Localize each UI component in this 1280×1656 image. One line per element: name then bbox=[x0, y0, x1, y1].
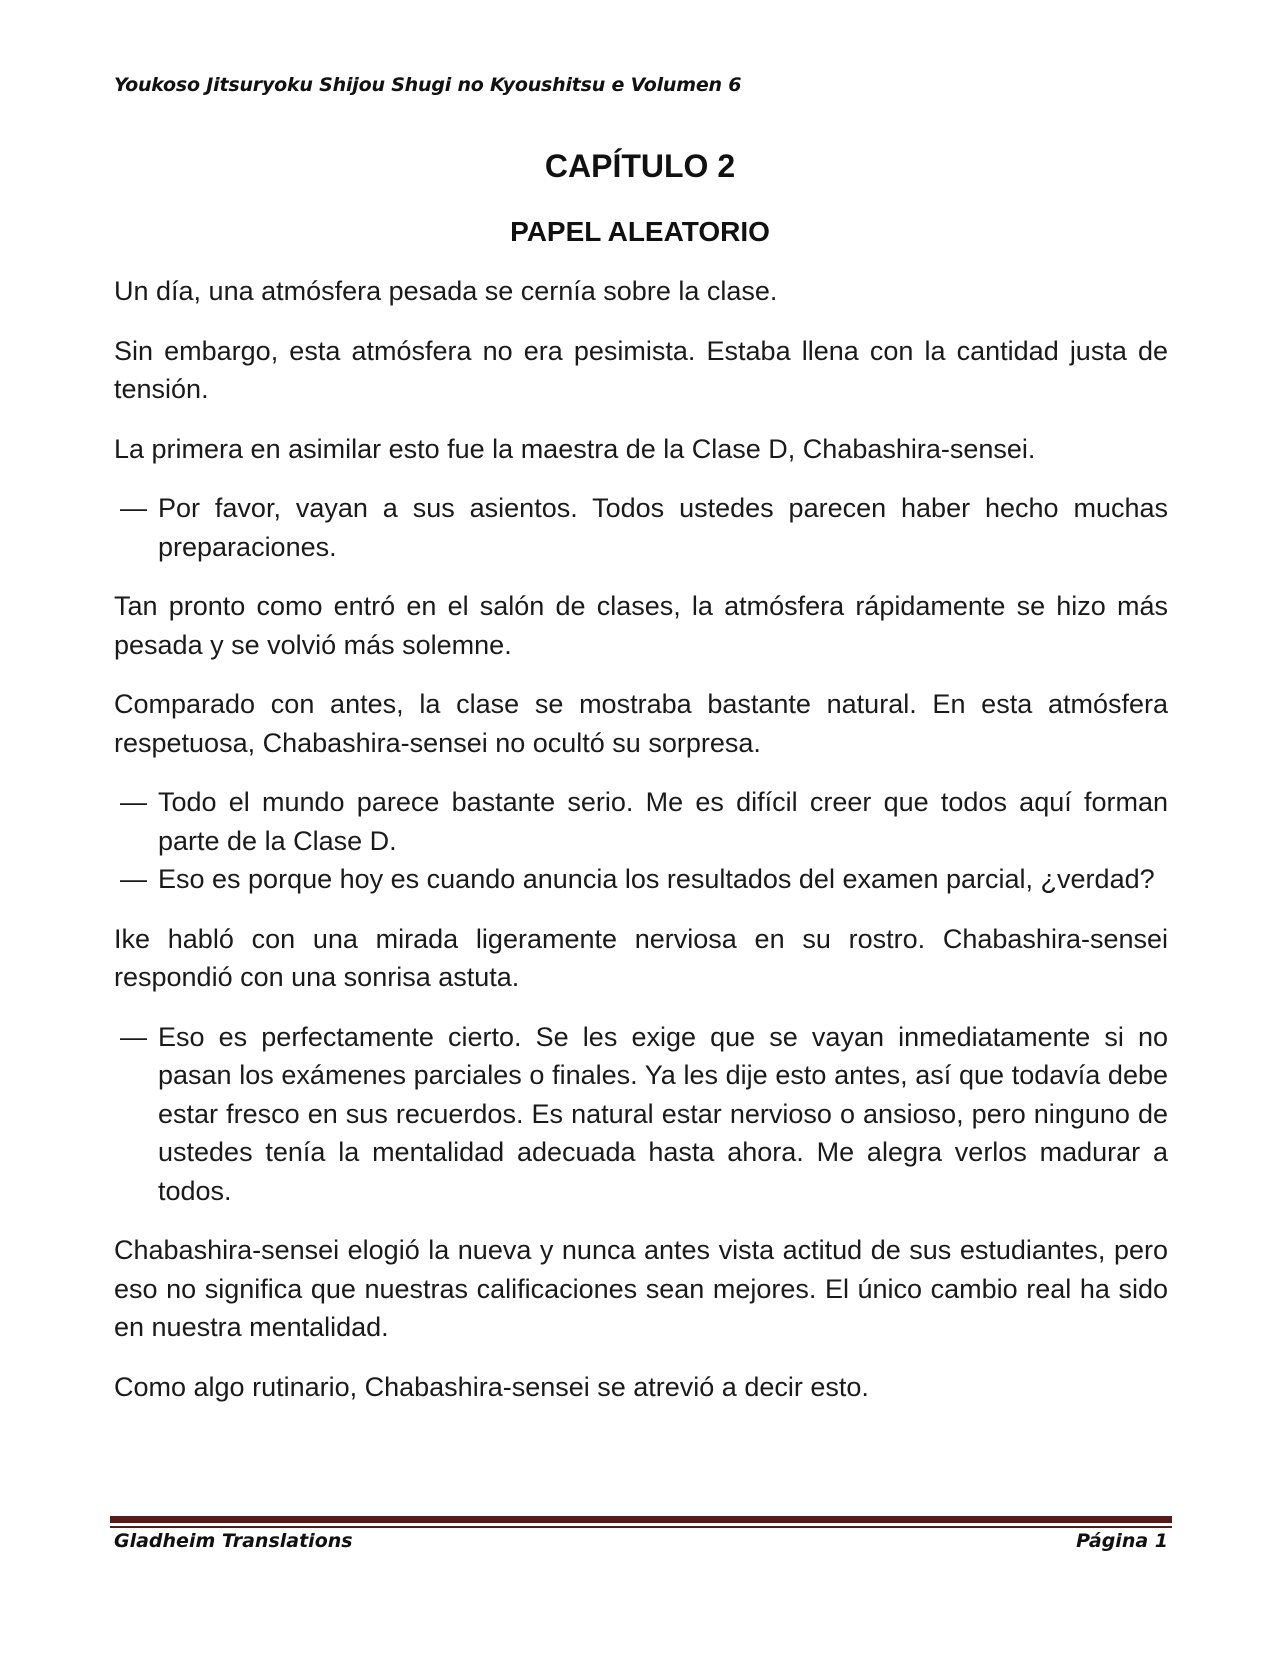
footer-credit: Gladheim Translations bbox=[114, 1530, 353, 1552]
dialogue-dash: — bbox=[120, 1021, 147, 1052]
dialogue-dash: — bbox=[120, 864, 147, 894]
dialogue-4-text: Eso es perfectamente cierto. Se les exige que se vayan inmediatamente si no pasan los exámenes parciales o finales. Ya les dije esto antes, así que todavía debe estar fresco en sus recuerdos. Es natural estar nervioso o ansioso, pero ninguno de ustedes tenía la mentalidad adecuada hasta ahora. Me alegra verlos madurar a todos. bbox=[158, 1021, 1168, 1206]
paragraph-6: Ike habló con una mirada ligeramente nerviosa en su rostro. Chabashira-sensei respondió con una sonrisa astuta. bbox=[114, 923, 1168, 992]
dialogue-2-text: Todo el mundo parece bastante serio. Me es difícil creer que todos aquí forman parte de la Clase D. bbox=[158, 787, 1168, 856]
dialogue-4 bbox=[114, 1018, 1168, 1211]
paragraph-5: Comparado con antes, la clase se mostraba bastante natural. En esta atmósfera respetuosa, Chabashira-sensei no ocultó su sorpresa. bbox=[114, 689, 1168, 758]
dialogue-dash: — bbox=[120, 787, 147, 817]
page-number: Página 1 bbox=[1076, 1530, 1168, 1552]
paragraph-8: Como algo rutinario, Chabashira-sensei se atrevió a decir esto. bbox=[114, 1371, 869, 1402]
paragraph-4: Tan pronto como entró en el salón de clases, la atmósfera rápidamente se hizo más pesada y se volvió más solemne. bbox=[114, 591, 1168, 660]
chapter-title bbox=[0, 148, 1280, 185]
paragraph-1: Un día, una atmósfera pesada se cernía sobre la clase. bbox=[114, 276, 778, 306]
chapter-subtitle: PAPEL ALEATORIO bbox=[510, 216, 770, 247]
chapter-title-text: CAPÍTULO 2 bbox=[544, 148, 736, 184]
dialogue-3 bbox=[114, 860, 1168, 899]
dialogue-2 bbox=[114, 783, 1168, 860]
footer-rule bbox=[110, 1516, 1172, 1523]
dialogue-3-text: Eso es porque hoy es cuando anuncia los resultados del examen parcial, ¿verdad? bbox=[158, 864, 1155, 894]
running-header: Youkoso Jitsuryoku Shijou Shugi no Kyoushitsu e Volumen 6 bbox=[114, 74, 742, 96]
body-text bbox=[114, 272, 1168, 1427]
paragraph-7: Chabashira-sensei elogió la nueva y nunca antes vista actitud de sus estudiantes, pero eso no significa que nuestras calificaciones sean mejores. El único cambio real ha sido en nuestra mentalidad. bbox=[114, 1235, 1168, 1342]
paragraph-3: La primera en asimilar esto fue la maestra de la Clase D, Chabashira-sensei. bbox=[114, 433, 1036, 464]
paragraph-2: Sin embargo, esta atmósfera no era pesimista. Estaba llena con la cantidad justa de tensión. bbox=[114, 335, 1168, 404]
footer-rule-thin bbox=[110, 1526, 1172, 1528]
dialogue-1 bbox=[114, 489, 1168, 566]
dialogue-dash: — bbox=[120, 493, 147, 523]
dialogue-1-text: Por favor, vayan a sus asientos. Todos ustedes parecen haber hecho muchas preparaciones. bbox=[158, 493, 1168, 562]
